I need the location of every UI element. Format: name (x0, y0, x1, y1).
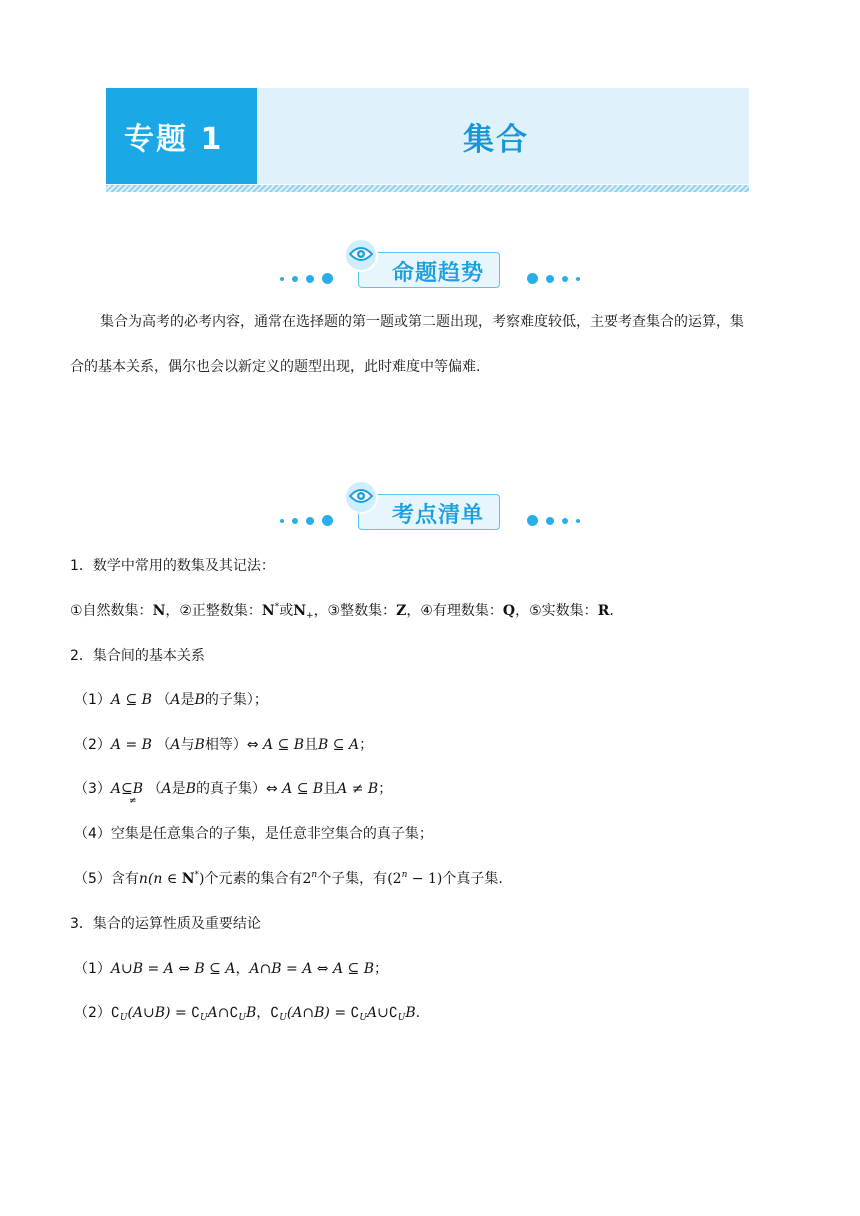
number-sets-line: ①自然数集：N，②正整数集：N*或$N_+$，③整数集：Z，④有理数集：Q，⑤实数集：R. (70, 602, 614, 621)
decor-dots-left (280, 515, 333, 526)
relation-item-2: （2）A = B （A与B相等）⇔ A ⊆ B且B ⊆ A； (74, 737, 374, 753)
topic-banner (106, 88, 749, 193)
heading-operations: 3．集合的运算性质及重要结论 (70, 916, 261, 932)
page-title: 集合 (463, 121, 529, 158)
relation-item-5: （5）含有n(n ∈ N*)个元素的集合有2$^n$个子集，有$(2^n - 1)$个真子集. (74, 870, 503, 887)
heading-number-sets: 1．数学中常用的数集及其记法： (70, 558, 275, 574)
section-header-checklist (280, 482, 580, 544)
relation-item-1: （1）A ⊆ B （A是B的子集）； (74, 692, 268, 708)
banner-stripe-divider (106, 185, 749, 192)
section-header-trend (280, 240, 580, 302)
section-title-checklist: 考点清单 (391, 503, 484, 528)
decor-dots-left (280, 273, 333, 284)
eye-icon (344, 480, 378, 514)
section-title-pill (358, 494, 500, 530)
operation-item-2: $(2)∁_U(A\cup B)$ = $∁_UA\cap∁_UB$，$∁_U(A\cap B)$ = $∁_UA\cup∁_UB$. (74, 1005, 421, 1023)
relation-item-3: （3）A⊆ ≠ B （A是B的真子集）⇔ A ⊆ B且A ≠ B； (74, 781, 393, 806)
trend-paragraph-line2: 合的基本关系，偶尔也会以新定义的题型出现，此时难度中等偏难. (70, 359, 481, 375)
eye-icon (344, 238, 378, 272)
topic-number-label: 专题 1 (106, 88, 257, 184)
trend-paragraph-line1: 集合为高考的必考内容，通常在选择题的第一题或第二题出现，考察难度较低，主要考查集合的运算，集 (100, 314, 744, 330)
relation-item-4: （4）空集是任意集合的子集，是任意非空集合的真子集； (74, 826, 433, 842)
decor-dots-right (527, 273, 580, 284)
section-title-trend: 命题趋势 (391, 261, 484, 286)
banner-title-panel (257, 88, 749, 184)
decor-dots-right (527, 515, 580, 526)
section-title-pill (358, 252, 500, 288)
heading-basic-relations: 2．集合间的基本关系 (70, 648, 205, 664)
operation-item-1: （1）A∪B = A ⇔ B ⊆ A，A∩B = A ⇔ A ⊆ B； (74, 961, 388, 977)
